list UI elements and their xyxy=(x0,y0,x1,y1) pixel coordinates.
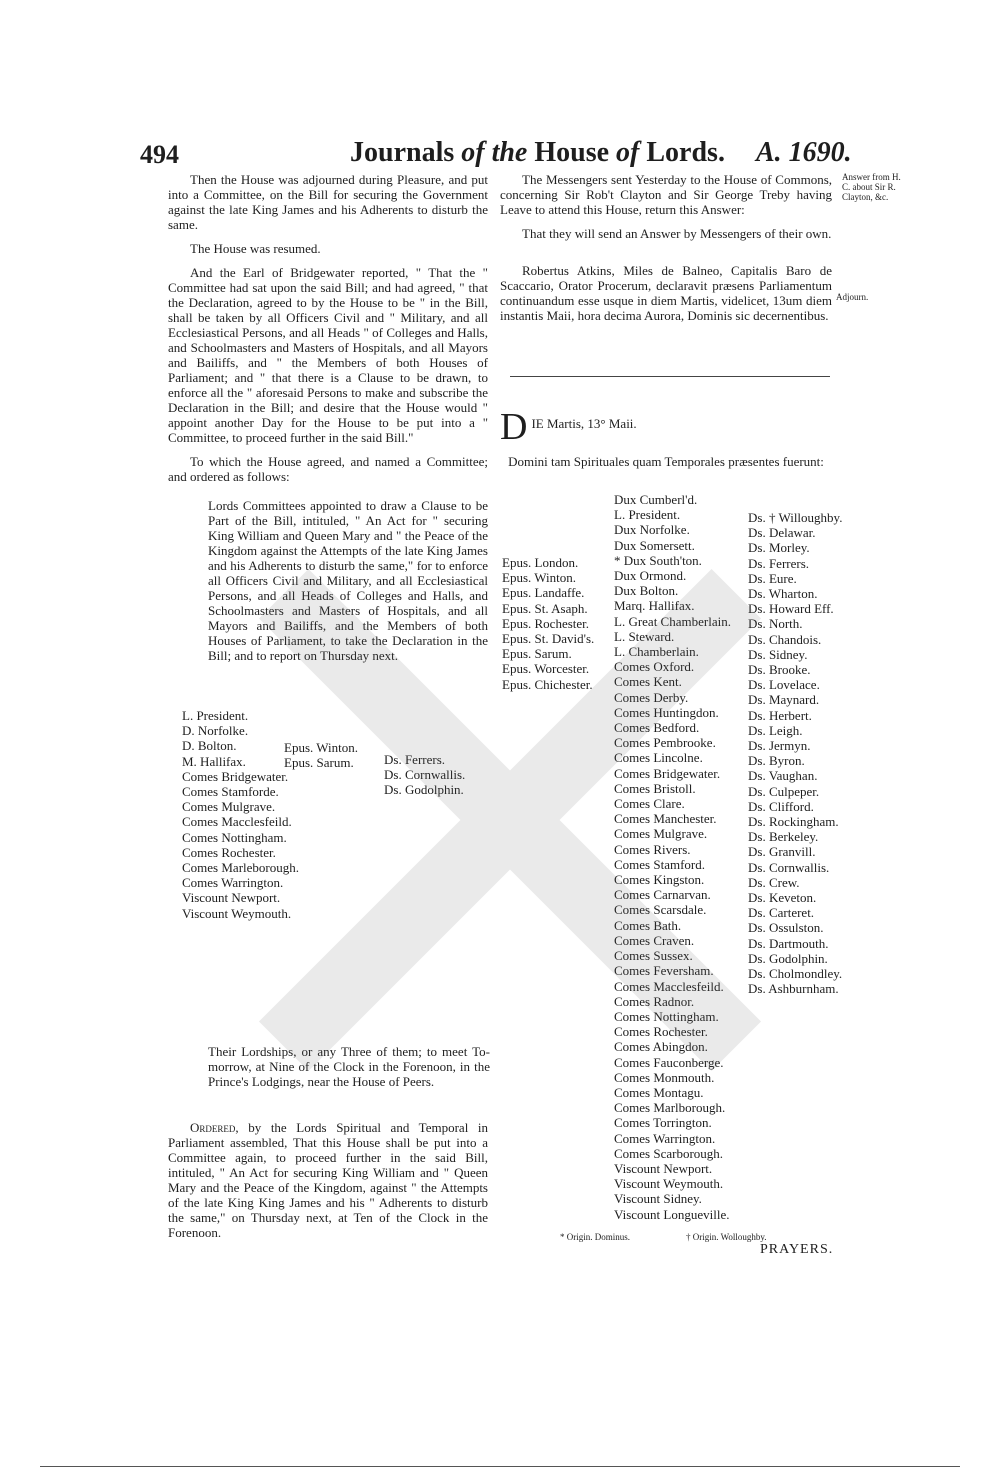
list-item: Ds. Lovelace. xyxy=(748,677,820,693)
list-item: D. Norfolke. xyxy=(182,723,249,739)
left-column xyxy=(168,172,488,672)
page-number: 494 xyxy=(140,140,179,169)
paragraph: To which the House agreed, and named a Committee; and ordered as follows: xyxy=(168,454,488,484)
list-item: Epus. Rochester. xyxy=(502,615,590,631)
list-item: Ds. Culpeper. xyxy=(748,783,820,799)
title-word: Journals xyxy=(350,137,455,168)
list-item: Epus. Winton. xyxy=(502,570,576,586)
margin-note: Answer from H. C. about Sir R. Clayton, &c. xyxy=(842,172,901,202)
list-item: Ds. Berkeley. xyxy=(748,829,819,845)
list-item: Viscount Weymouth. xyxy=(182,905,292,921)
list-item: Comes Bath. xyxy=(614,917,682,933)
date-heading xyxy=(500,406,830,448)
list-item: Ds. Godolphin. xyxy=(384,782,464,798)
list-item: Comes Lincolne. xyxy=(614,750,703,766)
committee-paragraph: Lords Committees appointed to draw a Clause to be Part of the Bill, intituled, " An Act for " securing King William and Queen Mary and " the Peace of the Kingdom against the Attempts of the late King James and his Adherents to disturb the same," for to enforce all Officers Civil and Military, and all Ecclesiastical Persons, and all Heads of Colleges and Halls, and Schoolmasters and Masters of Hospitals, and all Mayors and Bailiffs, and the Members of both Houses of Parliament, to take the Declaration in the Bill; and to report on Thursday next. xyxy=(208,498,488,663)
list-item: Ds. Chandois. xyxy=(748,631,822,647)
list-item: Ds. Sidney. xyxy=(748,646,808,662)
present-barons-list xyxy=(748,510,842,997)
paragraph: That they will send an Answer by Messengers of their own. xyxy=(522,226,832,241)
paragraph: The House was resumed. xyxy=(190,241,321,256)
list-item: Ds. Jermyn. xyxy=(748,738,811,754)
list-item: L. Great Chamberlain. xyxy=(614,613,731,629)
list-item: Comes Montagu. xyxy=(614,1084,704,1100)
catchword: PRAYERS. xyxy=(760,1242,834,1257)
list-item: Dux Cumberl'd. xyxy=(614,492,698,507)
title-word: the xyxy=(491,137,528,168)
year-label: A. 1690. xyxy=(756,137,852,168)
list-item: Comes Nottingham. xyxy=(614,1008,719,1024)
list-item: Ds. Keveton. xyxy=(748,890,817,906)
list-item: Ds. Dartmouth. xyxy=(748,935,829,951)
present-bishops-list xyxy=(502,555,594,692)
paragraph: And the Earl of Bridgewater reported, " That the " Committee had sat upon the said Bill; and had agreed, " that the Declaration, agreed to by the House to be " in the Bill, shall be taken by all Officers Civil and " Military, and all Ecclesiastical Persons, and all Heads " of Colleges and Halls, and Schoolmasters and Masters of Hospitals, and all Mayors and Bailiffs, and " the Members of both Houses of Parliament; and " that there is a Clause to be drawn, to enforce all the " aforesaid Persons to make and subscribe the Declaration in the Bill; and desire that the House would " appoint another Day for the House to be put into a " Committee, to proceed further in the said Bill." xyxy=(168,265,488,445)
list-item: Ds. Ferrers. xyxy=(384,752,446,767)
list-item: Comes Bedford. xyxy=(614,720,700,736)
list-item: Ds. Cholmondley. xyxy=(748,966,843,982)
list-item: Comes Feversham. xyxy=(614,963,714,979)
list-item: Comes Marleborough. xyxy=(182,860,299,876)
list-item: Ds. Granvill. xyxy=(748,844,816,860)
list-item: Dux Somersett. xyxy=(614,537,695,553)
list-item: Comes Scarborough. xyxy=(614,1145,724,1161)
list-item: Ds. Godolphin. xyxy=(748,950,828,966)
list-item: Comes Rochester. xyxy=(182,844,276,860)
list-item: Epus. Chichester. xyxy=(502,676,593,692)
list-item: Comes Torrington. xyxy=(614,1115,712,1131)
list-item: Ds. Cornwallis. xyxy=(384,767,466,783)
list-item: Dux Bolton. xyxy=(614,583,679,599)
list-item: Viscount Newport. xyxy=(182,890,281,906)
title-word: Lords. xyxy=(646,137,725,168)
list-item: Ds. Cornwallis. xyxy=(748,859,830,875)
list-item: Comes Bristoll. xyxy=(614,780,696,796)
list-item: Comes Mulgrave. xyxy=(614,826,708,842)
list-item: Epus. Sarum. xyxy=(284,755,354,771)
committee-temporal-list xyxy=(182,708,299,921)
list-item: Dux Ormond. xyxy=(614,568,687,584)
list-item: D. Bolton. xyxy=(182,738,237,754)
title-word: of xyxy=(461,137,485,168)
list-item: Dux Norfolke. xyxy=(614,522,690,538)
list-item: Comes Carnarvan. xyxy=(614,887,711,903)
list-item: Comes Huntingdon. xyxy=(614,704,719,720)
list-item: Comes Abingdon. xyxy=(614,1039,708,1055)
list-item: Comes Warrington. xyxy=(182,875,284,891)
list-item: Comes Macclesfeild. xyxy=(182,814,292,830)
paragraph: The Messengers sent Yesterday to the House of Commons, concerning Sir Rob't Clayton and Sir George Treby having Leave to attend this House, return this Answer: xyxy=(500,172,832,217)
list-item: Marq. Hallifax. xyxy=(614,598,695,614)
bottom-rule xyxy=(40,1466,960,1467)
present-temporal-list xyxy=(614,492,731,1222)
list-item: Ds. Delawar. xyxy=(748,525,816,541)
list-item: L. Steward. xyxy=(614,628,675,644)
list-item: Ds. Brooke. xyxy=(748,662,811,678)
drop-cap: D xyxy=(500,406,528,448)
list-item: Comes Rochester. xyxy=(614,1024,708,1040)
margin-note: Adjourn. xyxy=(836,292,869,302)
list-item: Comes Radnor. xyxy=(614,993,695,1009)
paragraph: Their Lordships, or any Three of them; to meet To-morrow, at Nine of the Clock in the Forenoon, in the Prince's Lodgings, near the House of Peers. xyxy=(208,1044,490,1089)
list-item: Ds. Byron. xyxy=(748,753,805,769)
list-item: Comes Sussex. xyxy=(614,948,693,964)
list-item: L. Chamberlain. xyxy=(614,644,699,660)
list-item: Ds. Carteret. xyxy=(748,905,815,921)
list-item: Ds. Morley. xyxy=(748,540,810,556)
list-item: Ds. Vaughan. xyxy=(748,768,818,784)
list-item: Ds. Eure. xyxy=(748,570,797,586)
paragraph: by the Lords Spiritual and Temporal in Parliament assembled, That this House shall be put into a Committee again, to proceed further in the said Bill, intituled, " An Act for securing King William and " Queen Mary and the Peace of the Kingdom, against " the Attempts of the late King King James and his " Adherents to disturb the same," on Thursday next, at Ten of the Clock in the Forenoon. xyxy=(168,1120,489,1240)
list-item: Comes Clare. xyxy=(614,796,685,812)
committee-bishops-list xyxy=(284,740,358,770)
list-item: * Dux South'ton. xyxy=(614,552,702,568)
list-item: Comes Oxford. xyxy=(614,659,695,675)
list-item: Ds. Ashburnham. xyxy=(748,981,839,997)
list-item: Comes Stamforde. xyxy=(182,784,279,800)
list-item: Comes Bridgewater. xyxy=(614,765,721,781)
list-item: Comes Scarsdale. xyxy=(614,902,707,918)
list-item: Comes Manchester. xyxy=(614,811,717,827)
list-item: Epus. St. David's. xyxy=(502,631,595,647)
list-item: Ds. Rockingham. xyxy=(748,814,839,830)
list-item: Comes Bridgewater. xyxy=(182,768,289,784)
list-item: Comes Fauconberge. xyxy=(614,1054,724,1070)
list-item: Ds. Crew. xyxy=(748,874,800,890)
list-item: Epus. St. Asaph. xyxy=(502,600,588,616)
list-item: Ds. Wharton. xyxy=(748,586,818,602)
list-item: M. Hallifax. xyxy=(182,753,246,769)
list-item: Ds. † Willoughby. xyxy=(748,510,843,525)
list-item: Comes Warrington. xyxy=(614,1130,716,1146)
order-paragraph xyxy=(168,1120,488,1249)
list-item: Comes Rivers. xyxy=(614,841,691,857)
list-item: Ds. Leigh. xyxy=(748,722,803,738)
date-heading-text: IE Martis, 13° Maii. xyxy=(531,416,637,431)
page-title xyxy=(350,137,725,169)
list-item: Epus. Sarum. xyxy=(502,646,572,662)
list-item: Comes Derby. xyxy=(614,689,689,705)
list-item: Ds. Ferrers. xyxy=(748,555,810,571)
list-item: Comes Stamford. xyxy=(614,856,705,872)
right-column xyxy=(500,172,832,332)
list-item: Epus. Winton. xyxy=(284,740,358,755)
list-item: Comes Craven. xyxy=(614,932,695,948)
list-item: Comes Marlborough. xyxy=(614,1100,726,1116)
list-item: Viscount Weymouth. xyxy=(614,1176,724,1192)
list-item: Ds. Maynard. xyxy=(748,692,820,708)
paragraph: Robertus Atkins, Miles de Balneo, Capitalis Baro de Scaccario, Orator Procerum, declaravit præsens Parliamentum continuandum esse usque in diem Martis, videlicet, 13um diem instantis Maii, hora decima Aurora, Dominis sic decernentibus. xyxy=(500,263,832,323)
list-item: Comes Macclesfeild. xyxy=(614,978,724,994)
meeting-paragraph xyxy=(208,1044,490,1098)
list-item: Viscount Sidney. xyxy=(614,1191,702,1207)
list-item: L. President. xyxy=(182,708,249,723)
list-item: Comes Kingston. xyxy=(614,872,705,888)
list-item: Ds. Herbert. xyxy=(748,707,812,723)
ordered-lead: Ordered, xyxy=(190,1120,239,1135)
list-item: Comes Nottingham. xyxy=(182,829,287,845)
title-word: of xyxy=(616,137,640,168)
list-item: Ds. Ossulston. xyxy=(748,920,824,936)
present-heading: Domini tam Spirituales quam Temporales præsentes fuerunt: xyxy=(508,454,824,469)
footnote: † Origin. Wolloughby. xyxy=(686,1232,767,1242)
list-item: Viscount Longueville. xyxy=(614,1206,730,1222)
section-divider xyxy=(510,376,830,377)
list-item: Comes Pembrooke. xyxy=(614,735,716,751)
list-item: Comes Monmouth. xyxy=(614,1069,715,1085)
footnote: * Origin. Dominus. xyxy=(560,1232,631,1242)
title-word: House xyxy=(534,137,610,168)
list-item: Epus. Worcester. xyxy=(502,661,590,677)
list-item: L. President. xyxy=(614,507,681,523)
committee-barons-list xyxy=(384,752,465,798)
list-item: Epus. Landaffe. xyxy=(502,585,585,601)
list-item: Ds. North. xyxy=(748,616,803,632)
list-item: Comes Kent. xyxy=(614,674,682,690)
paragraph: Then the House was adjourned during Pleasure, and put into a Committee, on the Bill for securing the Government against the late King James and his Adherents to disturb the same. xyxy=(168,172,488,232)
list-item: Viscount Newport. xyxy=(614,1160,713,1176)
list-item: Epus. London. xyxy=(502,555,579,570)
list-item: Ds. Clifford. xyxy=(748,798,814,814)
list-item: Comes Mulgrave. xyxy=(182,799,276,815)
list-item: Ds. Howard Eff. xyxy=(748,601,834,617)
